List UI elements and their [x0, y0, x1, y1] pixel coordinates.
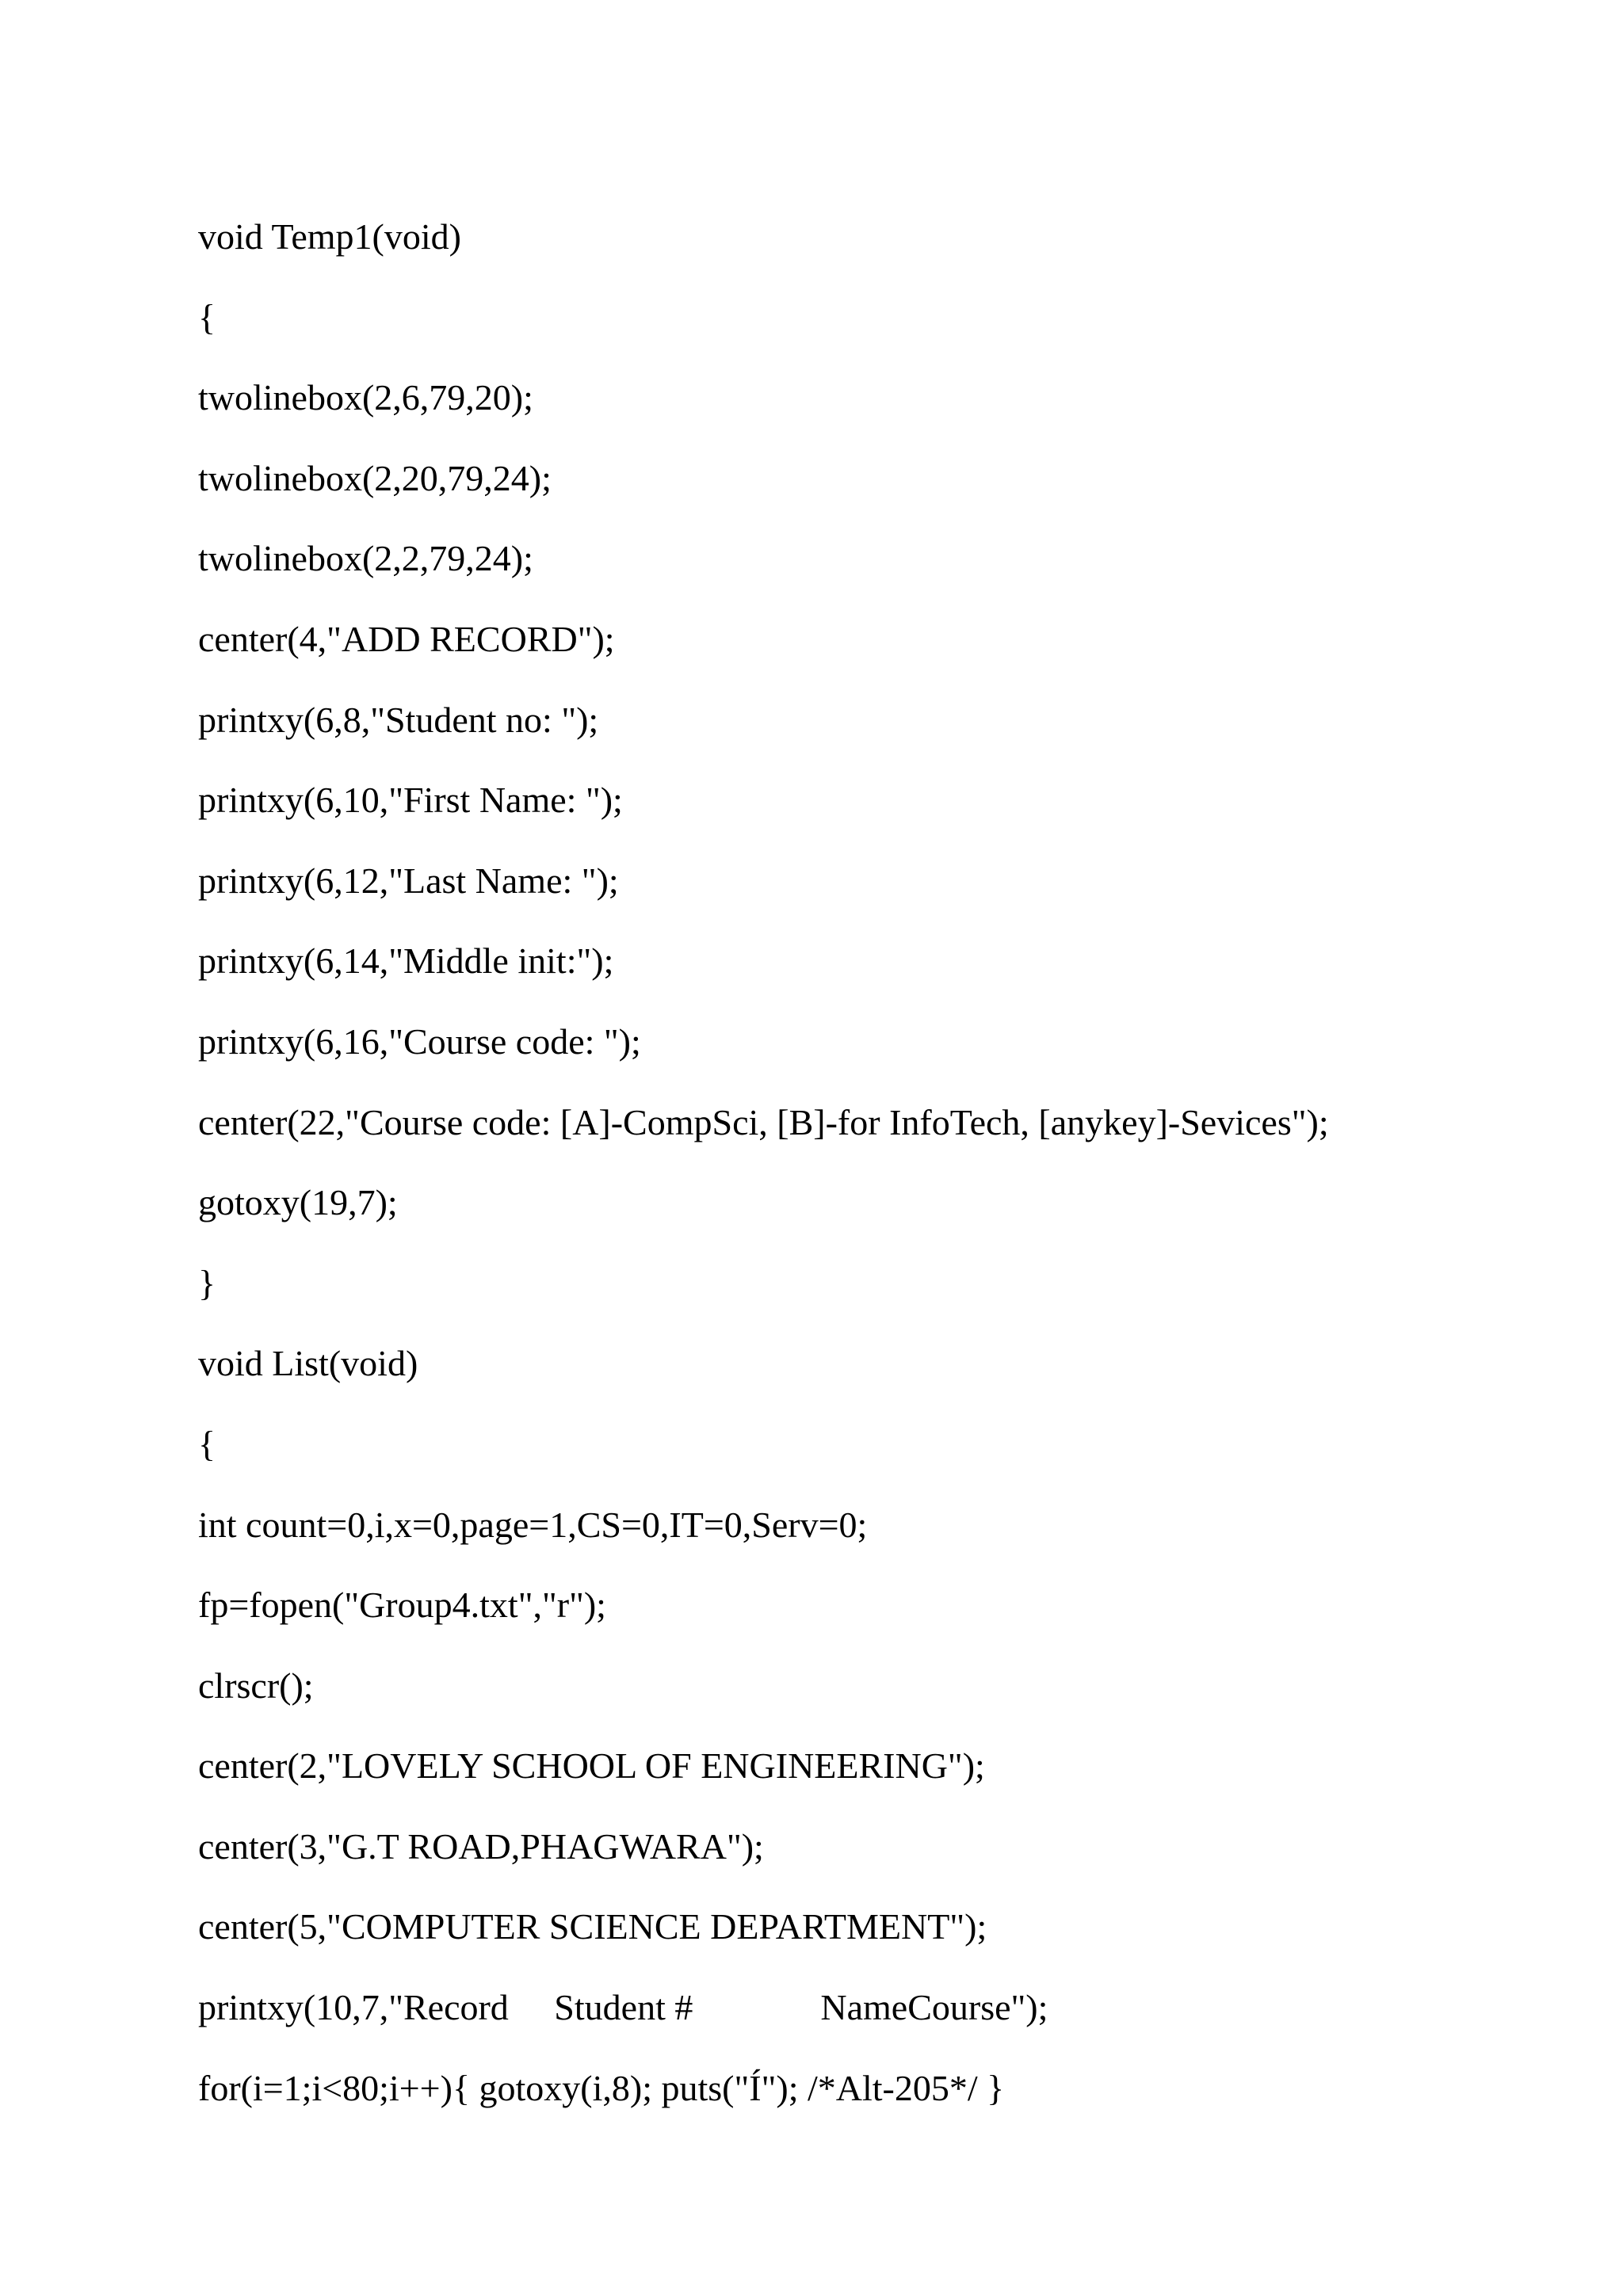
code-line: {	[198, 1423, 216, 1464]
code-line: twolinebox(2,20,79,24);	[198, 457, 552, 498]
code-line: void List(void)	[198, 1343, 418, 1384]
code-line: gotoxy(19,7);	[198, 1182, 398, 1223]
code-line: printxy(6,16,"Course code: ");	[198, 1020, 641, 1062]
code-line: printxy(6,10,"First Name: ");	[198, 780, 623, 821]
code-line: int count=0,i,x=0,page=1,CS=0,IT=0,Serv=0;	[198, 1504, 868, 1545]
code-line: for(i=1;i<80;i++){ gotoxy(i,8); puts("Í"); /*Alt-205*/ }	[198, 2067, 1005, 2108]
code-line: twolinebox(2,2,79,24);	[198, 538, 533, 579]
code-line: center(22,"Course code: [A]-CompSci, [B]-for InfoTech, [anykey]-Sevices");	[198, 1101, 1329, 1142]
code-line: {	[198, 296, 216, 338]
code-line: void Temp1(void)	[198, 216, 461, 257]
code-line: }	[198, 1262, 216, 1303]
code-listing	[198, 196, 1329, 2128]
code-line: clrscr();	[198, 1665, 314, 1706]
code-line: printxy(6,12,"Last Name: ");	[198, 860, 619, 901]
code-line: center(5,"COMPUTER SCIENCE DEPARTMENT");	[198, 1906, 987, 1947]
code-line: center(4,"ADD RECORD");	[198, 618, 615, 659]
code-line: center(2,"LOVELY SCHOOL OF ENGINEERING");	[198, 1745, 985, 1787]
code-line: printxy(6,8,"Student no: ");	[198, 699, 599, 740]
code-line: printxy(6,14,"Middle init:");	[198, 940, 614, 982]
code-line: printxy(10,7,"Record Student # NameCourse");	[198, 1987, 1048, 2028]
code-line: center(3,"G.T ROAD,PHAGWARA");	[198, 1825, 764, 1867]
code-line: twolinebox(2,6,79,20);	[198, 377, 533, 418]
code-line: fp=fopen("Group4.txt","r");	[198, 1585, 606, 1626]
